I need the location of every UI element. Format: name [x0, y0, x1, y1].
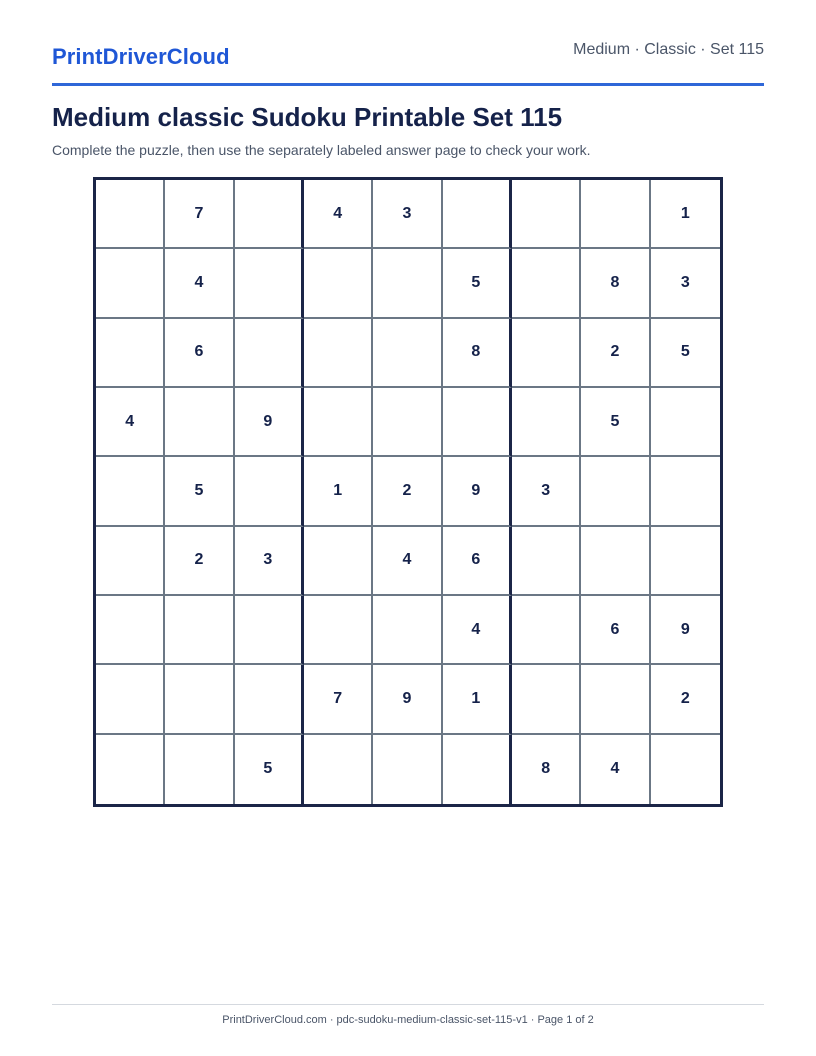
sudoku-cell[interactable]: 4 — [304, 180, 373, 249]
sudoku-cell[interactable]: 9 — [651, 596, 720, 665]
sudoku-cell[interactable]: 1 — [443, 665, 512, 734]
sudoku-cell[interactable]: 8 — [581, 249, 650, 318]
page-title: Medium classic Sudoku Printable Set 115 — [52, 102, 563, 132]
sudoku-cell[interactable] — [235, 180, 304, 249]
sudoku-cell[interactable]: 6 — [581, 596, 650, 665]
sudoku-cell[interactable]: 7 — [304, 665, 373, 734]
sudoku-cell[interactable] — [235, 457, 304, 526]
sudoku-cell[interactable]: 9 — [235, 388, 304, 457]
sudoku-cell[interactable]: 8 — [512, 735, 581, 804]
sudoku-cell[interactable]: 2 — [651, 665, 720, 734]
sudoku-cell[interactable] — [96, 527, 165, 596]
brand-logo-text[interactable]: PrintDriverCloud — [52, 44, 230, 69]
sudoku-cell[interactable]: 5 — [235, 735, 304, 804]
footer-divider — [52, 1004, 764, 1005]
sudoku-cell[interactable] — [165, 665, 234, 734]
sudoku-cell[interactable] — [373, 596, 442, 665]
sudoku-cell[interactable]: 3 — [235, 527, 304, 596]
sudoku-cell[interactable] — [581, 457, 650, 526]
sudoku-cell[interactable] — [512, 249, 581, 318]
sudoku-cell[interactable]: 9 — [443, 457, 512, 526]
page-footer: PrintDriverCloud.com · pdc-sudoku-medium-classic-set-115-v1 · Page 1 of 2 — [222, 1014, 594, 1026]
sudoku-cell[interactable] — [443, 180, 512, 249]
sudoku-cell[interactable]: 3 — [651, 249, 720, 318]
sudoku-cell[interactable] — [373, 735, 442, 804]
sudoku-cell[interactable] — [581, 527, 650, 596]
sudoku-cell[interactable] — [512, 527, 581, 596]
sudoku-cell[interactable] — [96, 319, 165, 388]
sudoku-cell[interactable] — [165, 596, 234, 665]
sudoku-cell[interactable] — [304, 388, 373, 457]
sudoku-cell[interactable] — [651, 735, 720, 804]
sudoku-cell[interactable] — [304, 735, 373, 804]
sudoku-cell[interactable] — [165, 388, 234, 457]
sudoku-cell[interactable] — [96, 596, 165, 665]
sudoku-cell[interactable] — [581, 180, 650, 249]
sudoku-cell[interactable]: 4 — [373, 527, 442, 596]
sudoku-cell[interactable] — [443, 735, 512, 804]
sudoku-cell[interactable] — [512, 388, 581, 457]
sudoku-cell[interactable] — [651, 457, 720, 526]
sudoku-cell[interactable]: 4 — [165, 249, 234, 318]
sudoku-cell[interactable]: 2 — [581, 319, 650, 388]
sudoku-cell[interactable]: 5 — [443, 249, 512, 318]
sudoku-cell[interactable] — [235, 319, 304, 388]
puzzle-meta: Medium · Classic · Set 115 — [573, 41, 764, 58]
sudoku-cell[interactable] — [304, 319, 373, 388]
sudoku-cell[interactable]: 5 — [165, 457, 234, 526]
sudoku-cell[interactable]: 2 — [373, 457, 442, 526]
sudoku-cell[interactable] — [512, 665, 581, 734]
sudoku-cell[interactable] — [304, 527, 373, 596]
sudoku-cell[interactable]: 4 — [96, 388, 165, 457]
sudoku-cell[interactable]: 3 — [512, 457, 581, 526]
sudoku-cell[interactable] — [96, 180, 165, 249]
sudoku-cell[interactable]: 2 — [165, 527, 234, 596]
sudoku-cell[interactable] — [651, 527, 720, 596]
sudoku-cell[interactable] — [373, 388, 442, 457]
page-header — [52, 0, 764, 86]
sudoku-cell[interactable]: 8 — [443, 319, 512, 388]
sudoku-cell[interactable] — [235, 596, 304, 665]
sudoku-cell[interactable]: 1 — [651, 180, 720, 249]
sudoku-cell[interactable] — [512, 596, 581, 665]
sudoku-cell[interactable] — [96, 249, 165, 318]
sudoku-cell[interactable] — [512, 319, 581, 388]
sudoku-cell[interactable] — [235, 249, 304, 318]
sudoku-cell[interactable] — [96, 735, 165, 804]
sudoku-cell[interactable]: 5 — [651, 319, 720, 388]
sudoku-cell[interactable]: 5 — [581, 388, 650, 457]
sudoku-cell[interactable] — [304, 249, 373, 318]
sudoku-cell[interactable] — [651, 388, 720, 457]
sudoku-cell[interactable] — [373, 319, 442, 388]
sudoku-cell[interactable]: 4 — [581, 735, 650, 804]
sudoku-cell[interactable]: 6 — [443, 527, 512, 596]
sudoku-cell[interactable]: 4 — [443, 596, 512, 665]
sudoku-cell[interactable] — [373, 249, 442, 318]
sudoku-cell[interactable]: 7 — [165, 180, 234, 249]
sudoku-cell[interactable]: 3 — [373, 180, 442, 249]
sudoku-cell[interactable]: 9 — [373, 665, 442, 734]
sudoku-cell[interactable] — [304, 596, 373, 665]
sudoku-cell[interactable] — [443, 388, 512, 457]
page-subtitle: Complete the puzzle, then use the separately labeled answer page to check your work. — [52, 142, 591, 158]
sudoku-cell[interactable] — [581, 665, 650, 734]
sudoku-cell[interactable]: 6 — [165, 319, 234, 388]
sudoku-cell[interactable] — [512, 180, 581, 249]
sudoku-cell[interactable]: 1 — [304, 457, 373, 526]
sudoku-grid — [93, 177, 723, 807]
sudoku-cell[interactable] — [165, 735, 234, 804]
sudoku-cell[interactable] — [235, 665, 304, 734]
sudoku-cell[interactable] — [96, 665, 165, 734]
sudoku-cell[interactable] — [96, 457, 165, 526]
